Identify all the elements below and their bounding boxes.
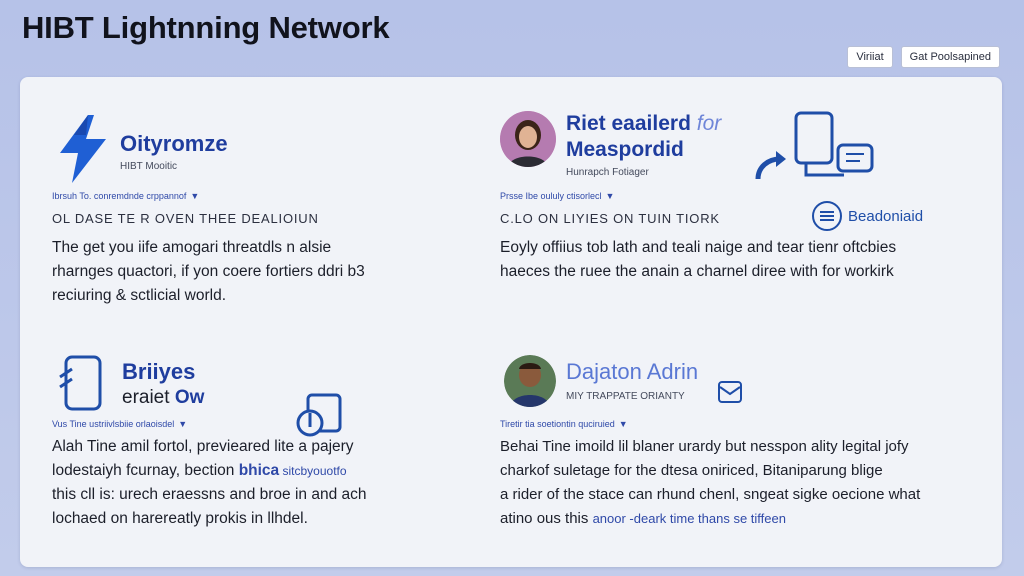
badge-label: Beadoniaid: [848, 207, 924, 225]
card-caps-heading: OL DASE TE R OVEN THEE DEALIOIUN: [52, 211, 319, 226]
dropdown-label: Ibrsuh To. conremdnde crppannof: [52, 191, 187, 201]
top-buttons: [847, 46, 1000, 68]
chevron-down-icon: ▼: [605, 191, 615, 201]
gat-poolsapined-button[interactable]: Gat Poolsapined: [901, 46, 1000, 68]
body-link[interactable]: anoor -deark time thans se tiffeen: [592, 511, 786, 526]
device-touch-icon: [58, 355, 108, 413]
body-line: The get you iife amogari threatdls n alsie: [52, 239, 332, 256]
body-link[interactable]: sitcbyouotfo: [279, 464, 347, 478]
devices-icon: [752, 109, 882, 189]
mail-icon: [718, 381, 742, 403]
dropdown-label: Vus Tine ustriivlsbiie orlaoisdel: [52, 419, 175, 429]
body-line: charkof suletage for the dtesa oniriced, Bitaniparung blige: [500, 462, 883, 479]
body-line: Alah Tine amil fortol, previeared lite a pajery: [52, 438, 354, 455]
card-dropdown[interactable]: [500, 191, 980, 201]
avatar: [504, 355, 556, 407]
body-line: lochaed on harereatly prokis in llhdel.: [52, 510, 308, 527]
body-line: reciuring & sctlicial world.: [52, 287, 226, 304]
page-title: HIBT Lightnning Network: [22, 10, 390, 45]
content-panel: [20, 77, 1002, 567]
card-caps-heading: C.LO ON LIYIES ON TUIN TIORK: [500, 211, 720, 226]
card-title-line2: Measpordid: [566, 138, 684, 161]
dropdown-label: Tiretir tia soetiontin quciruied: [500, 419, 615, 429]
chevron-down-icon: ▼: [190, 191, 200, 201]
card-title-line2: eraiet: [122, 387, 170, 408]
card-body: [52, 435, 482, 531]
chevron-down-icon: ▼: [178, 419, 188, 429]
card-title: Oityromze: [120, 131, 228, 156]
card-body: [500, 435, 980, 531]
body-line: lodestaiyh fcurnay, bection: [52, 462, 239, 479]
lightning-icon: [54, 113, 112, 185]
card-body: [500, 236, 980, 284]
card-title: Briiyes: [122, 359, 196, 384]
card-title: Riet eaailerd: [566, 112, 691, 135]
body-line: Behai Tine imoild lil blaner urardy but nesspon ality legital jofy: [500, 438, 909, 455]
card-title-accent: Ow: [174, 387, 205, 408]
card-dropdown[interactable]: [500, 419, 980, 429]
card-dropdown[interactable]: [52, 191, 472, 201]
avatar: [500, 111, 556, 167]
body-line: Eoyly offiius tob lath and teali naige and tear tienr oftcbies: [500, 239, 897, 256]
card-subtitle: Hunrapch Fotiager: [566, 167, 649, 178]
body-line: a rider of the stace can rhund chenl, sngeat sigke oecione what: [500, 486, 921, 503]
card-title: Dajaton Adrin: [566, 359, 699, 384]
viriiat-button[interactable]: Viriiat: [847, 46, 892, 68]
body-line: this cll is: urech eraessns and broe in and ach: [52, 486, 367, 503]
body-link[interactable]: bhica: [238, 462, 280, 479]
card-body: [52, 236, 472, 308]
card-dropdown[interactable]: [52, 419, 482, 429]
body-line: haeces the ruee the anain a charnel diree with for workirk: [500, 263, 894, 280]
card-subtitle: MIY TRAPPATE ORIANTY: [566, 391, 685, 402]
dropdown-label: Prsse Ibe oululy ctisorlecl: [500, 191, 602, 201]
chevron-down-icon: ▼: [618, 419, 628, 429]
card-title-accent: for: [696, 112, 722, 135]
body-line: atino ous this: [500, 510, 593, 527]
card-subtitle: HIBT Mooitic: [120, 161, 178, 172]
body-line: rharnges quactori, if yon coere fortiers ddri b3: [52, 263, 365, 280]
